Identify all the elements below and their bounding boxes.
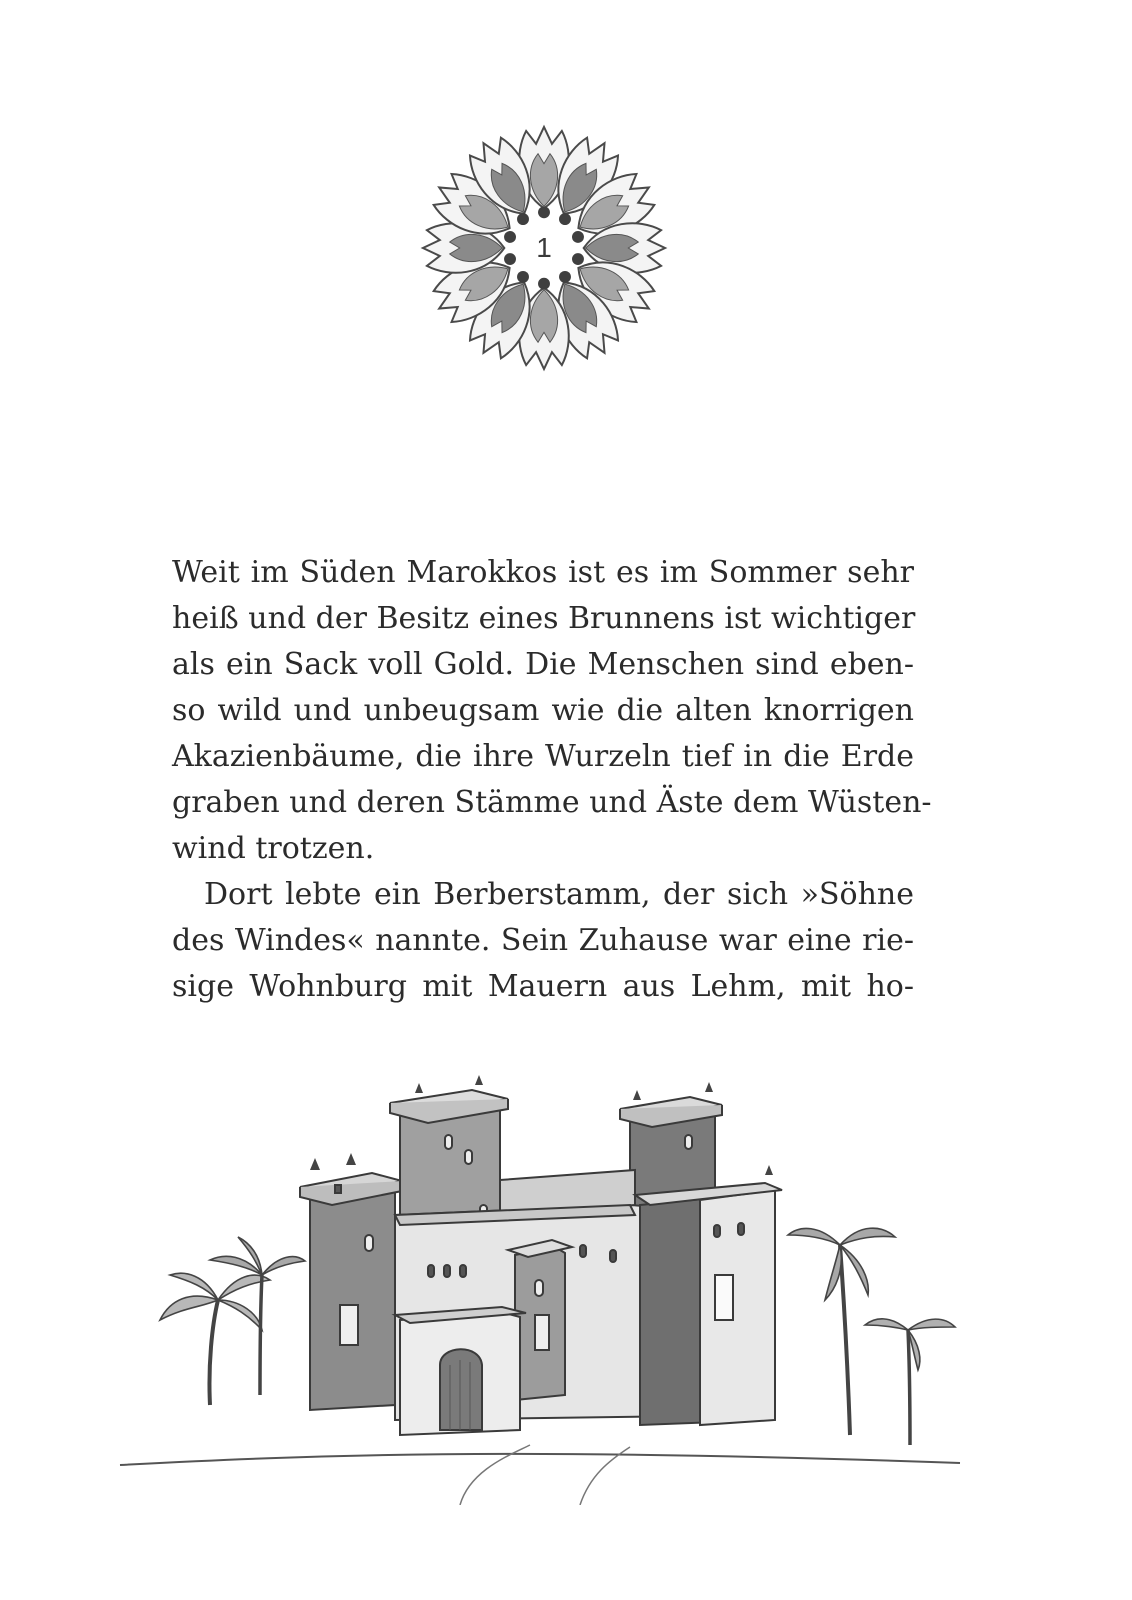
- paragraph-2: [172, 872, 914, 1010]
- kasbah-with-palms-illustration: [110, 1075, 970, 1505]
- text-line: Weit im Süden Marokkos ist es im Sommer sehr: [172, 555, 914, 590]
- text-line: des Windes« nannte. Sein Zuhause war eine rie-: [172, 923, 914, 958]
- text-line: graben und deren Stämme und Äste dem Wüsten-: [172, 785, 932, 820]
- front-right-building: [635, 1183, 782, 1425]
- text-line: wind trotzen.: [172, 831, 375, 866]
- path-line: [580, 1447, 630, 1505]
- text-line: als ein Sack voll Gold. Die Menschen sind eben-: [172, 647, 914, 682]
- palm-tree-left: [160, 1273, 270, 1405]
- text-line: heiß und der Besitz eines Brunnens ist wichtiger: [172, 601, 916, 636]
- body-text: [172, 550, 932, 1010]
- palm-tree-right: [788, 1228, 895, 1435]
- gatehouse: [395, 1307, 526, 1435]
- text-line: Dort lebte ein Berberstamm, der sich »Söhne: [204, 877, 914, 912]
- text-line: sige Wohnburg mit Mauern aus Lehm, mit ho-: [172, 969, 914, 1004]
- text-line: Akazienbäume, die ihre Wurzeln tief in die Erde: [172, 739, 914, 774]
- ground-line: [120, 1454, 960, 1465]
- tower-left: [300, 1173, 402, 1410]
- palm-tree-left-back: [210, 1237, 305, 1395]
- text-line: so wild und unbeugsam wie die alten knorrigen: [172, 693, 914, 728]
- palm-tree-right-small: [865, 1319, 955, 1445]
- paragraph-1: [172, 550, 932, 872]
- chapter-number: 1: [536, 232, 552, 263]
